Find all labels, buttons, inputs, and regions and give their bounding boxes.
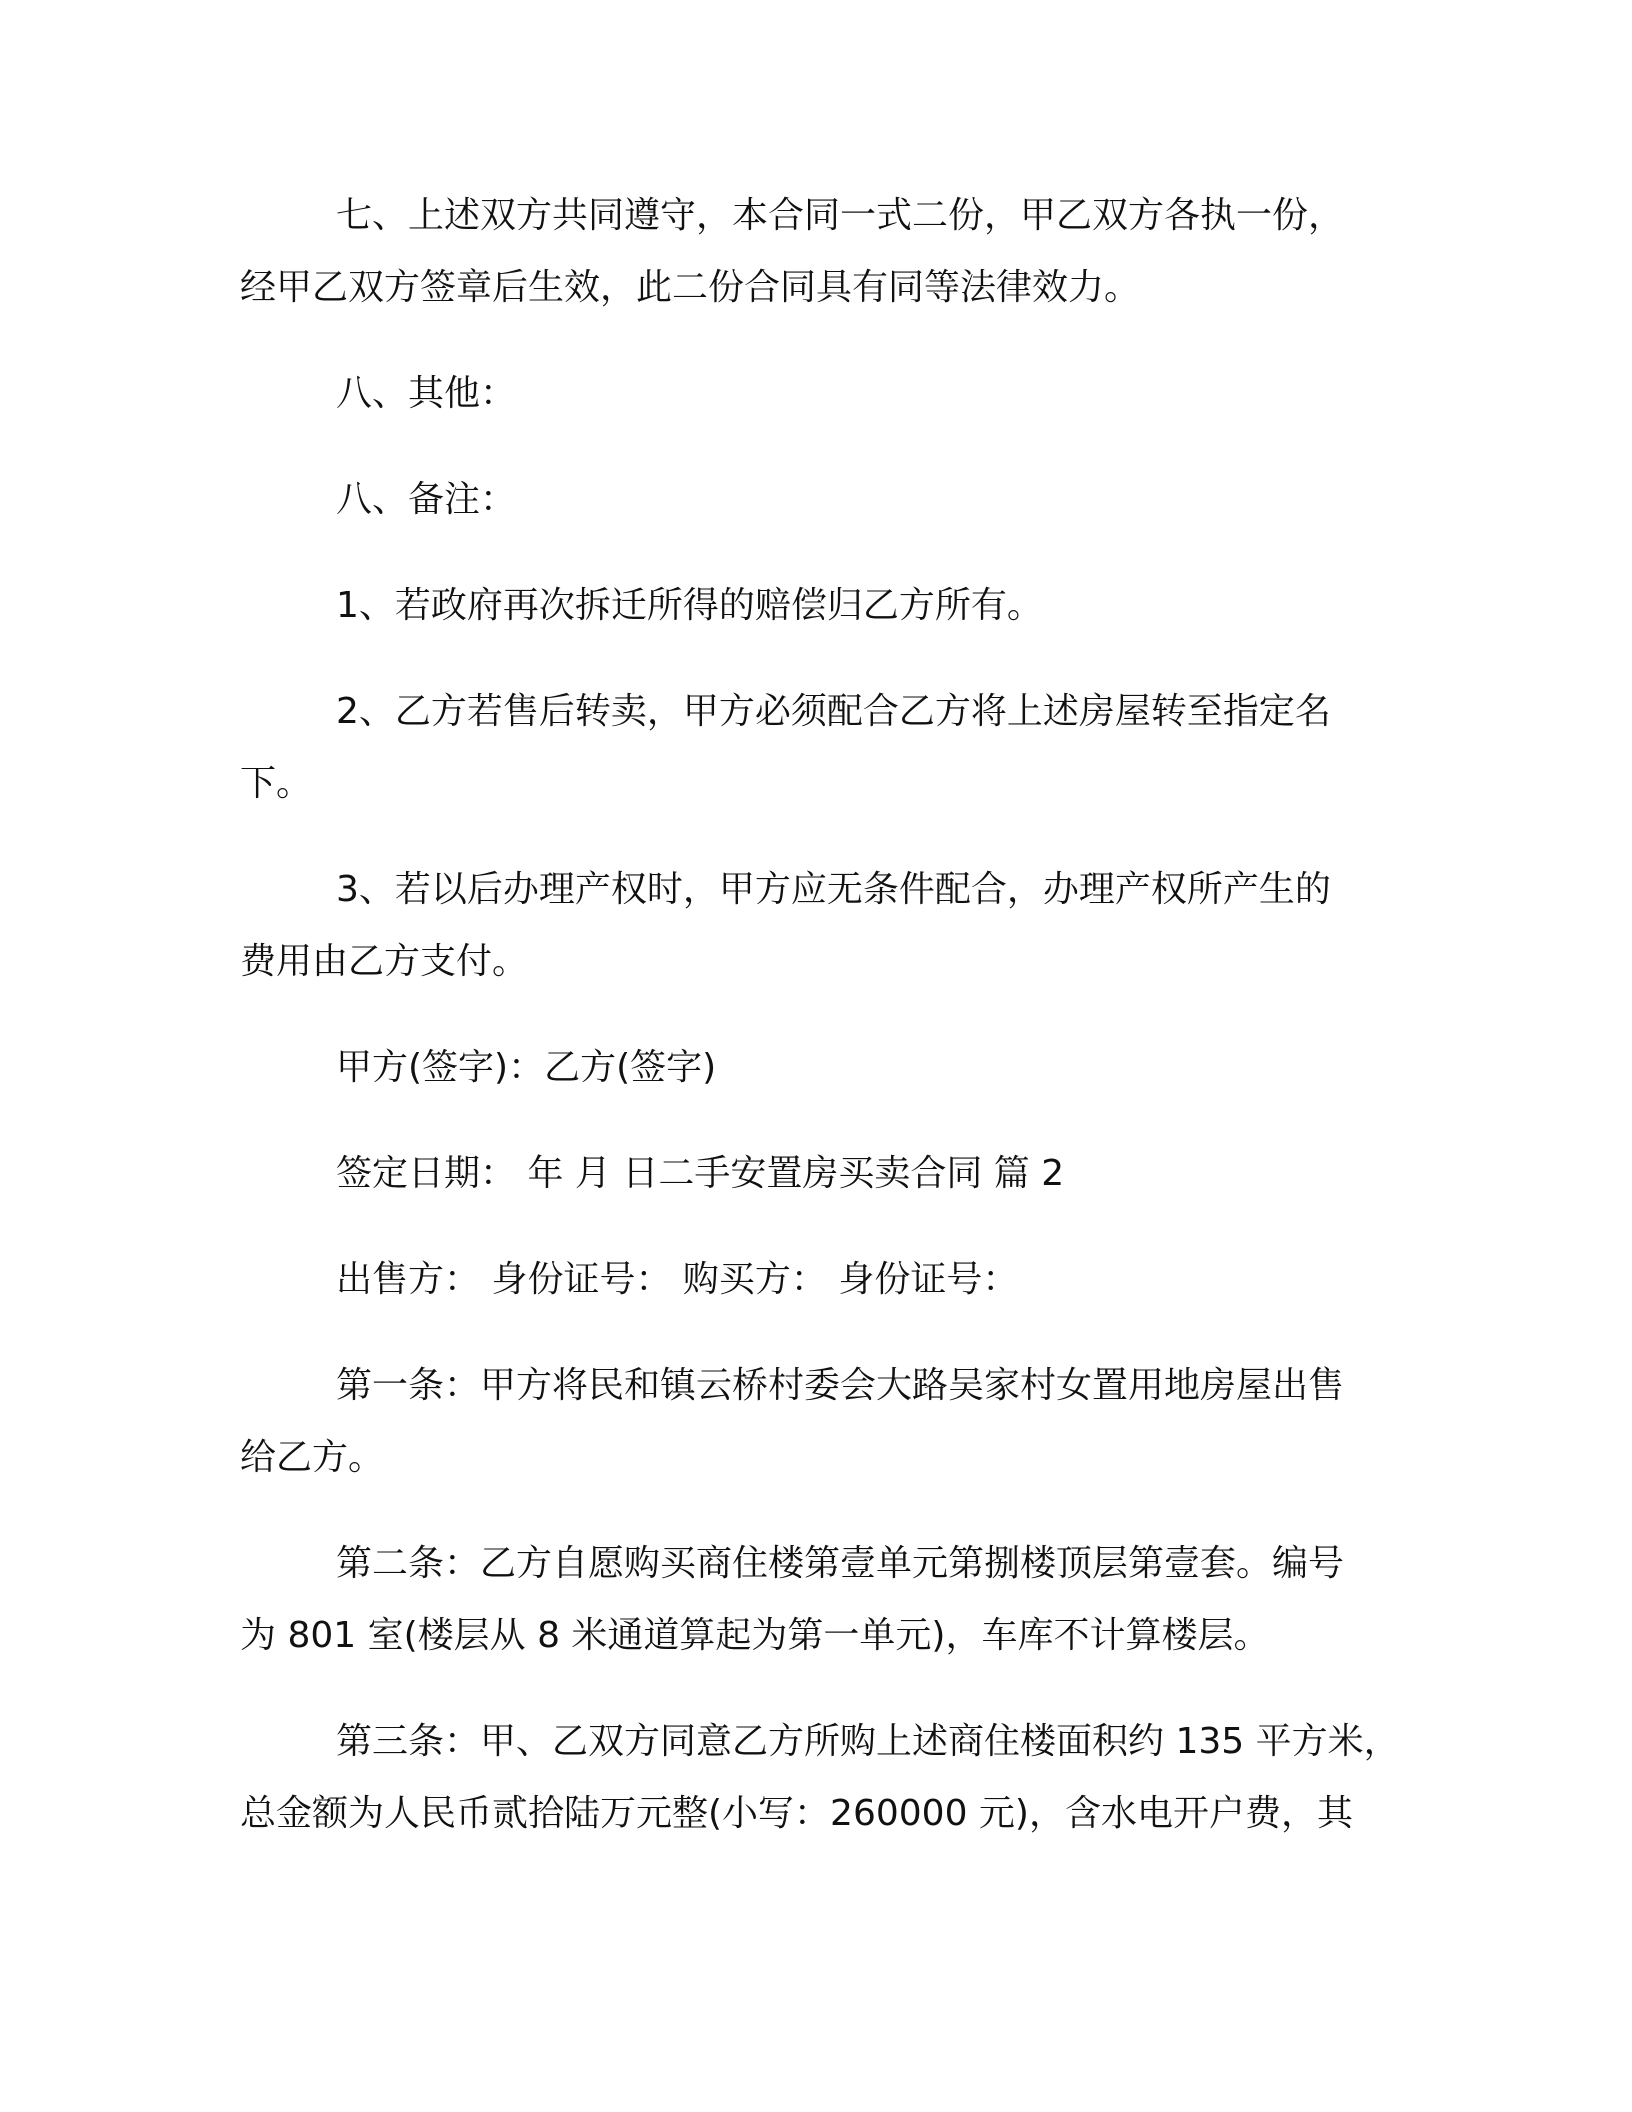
paragraph-clause-7 xyxy=(240,180,1400,324)
paragraph-article-2 xyxy=(240,1528,1400,1672)
paragraph-article-3 xyxy=(240,1706,1400,1850)
paragraph-parties xyxy=(240,1244,1400,1316)
paragraph-remark-2 xyxy=(240,676,1400,820)
paragraph-line: 总金额为人民币贰拾陆万元整(小写：260000 元)，含水电开户费，其 xyxy=(240,1793,1353,1834)
paragraph-line: 第一条：甲方将民和镇云桥村委会大路吴家村女置用地房屋出售 xyxy=(336,1365,1345,1406)
paragraph-clause-8-other xyxy=(240,358,1400,430)
paragraph-line: 经甲乙双方签章后生效，此二份合同具有同等法律效力。 xyxy=(240,267,1141,308)
paragraph-line: 出售方： 身份证号： 购买方： 身份证号： xyxy=(336,1259,1019,1300)
paragraph-article-1 xyxy=(240,1350,1400,1494)
paragraph-line: 为 801 室(楼层从 8 米通道算起为第一单元)，车库不计算楼层。 xyxy=(240,1615,1270,1656)
paragraph-line: 1、若政府再次拆迁所得的赔偿归乙方所有。 xyxy=(336,585,1043,626)
paragraph-remark-1 xyxy=(240,570,1400,642)
paragraph-remark-3 xyxy=(240,854,1400,998)
paragraph-clause-8-remarks xyxy=(240,464,1400,536)
paragraph-line: 甲方(签字)：乙方(签字) xyxy=(336,1047,717,1088)
paragraph-signatures xyxy=(240,1032,1400,1104)
paragraph-line: 签定日期： 年 月 日二手安置房买卖合同 篇 2 xyxy=(336,1153,1065,1194)
paragraph-line: 七、上述双方共同遵守，本合同一式二份，甲乙双方各执一份， xyxy=(336,195,1345,236)
paragraph-line: 费用由乙方支付。 xyxy=(240,941,529,982)
paragraph-line: 3、若以后办理产权时，甲方应无条件配合，办理产权所产生的 xyxy=(336,869,1331,910)
paragraph-sign-date xyxy=(240,1138,1400,1210)
paragraph-line: 第三条：甲、乙双方同意乙方所购上述商住楼面积约 135 平方米， xyxy=(336,1721,1400,1762)
document-page xyxy=(240,180,1400,1884)
paragraph-line: 第二条：乙方自愿购买商住楼第壹单元第捌楼顶层第壹套。编号 xyxy=(336,1543,1345,1584)
paragraph-line: 下。 xyxy=(240,763,313,804)
paragraph-line: 2、乙方若售后转卖，甲方必须配合乙方将上述房屋转至指定名 xyxy=(336,691,1331,732)
paragraph-line: 给乙方。 xyxy=(240,1437,385,1478)
paragraph-line: 八、其他： xyxy=(336,373,517,414)
paragraph-line: 八、备注： xyxy=(336,479,517,520)
